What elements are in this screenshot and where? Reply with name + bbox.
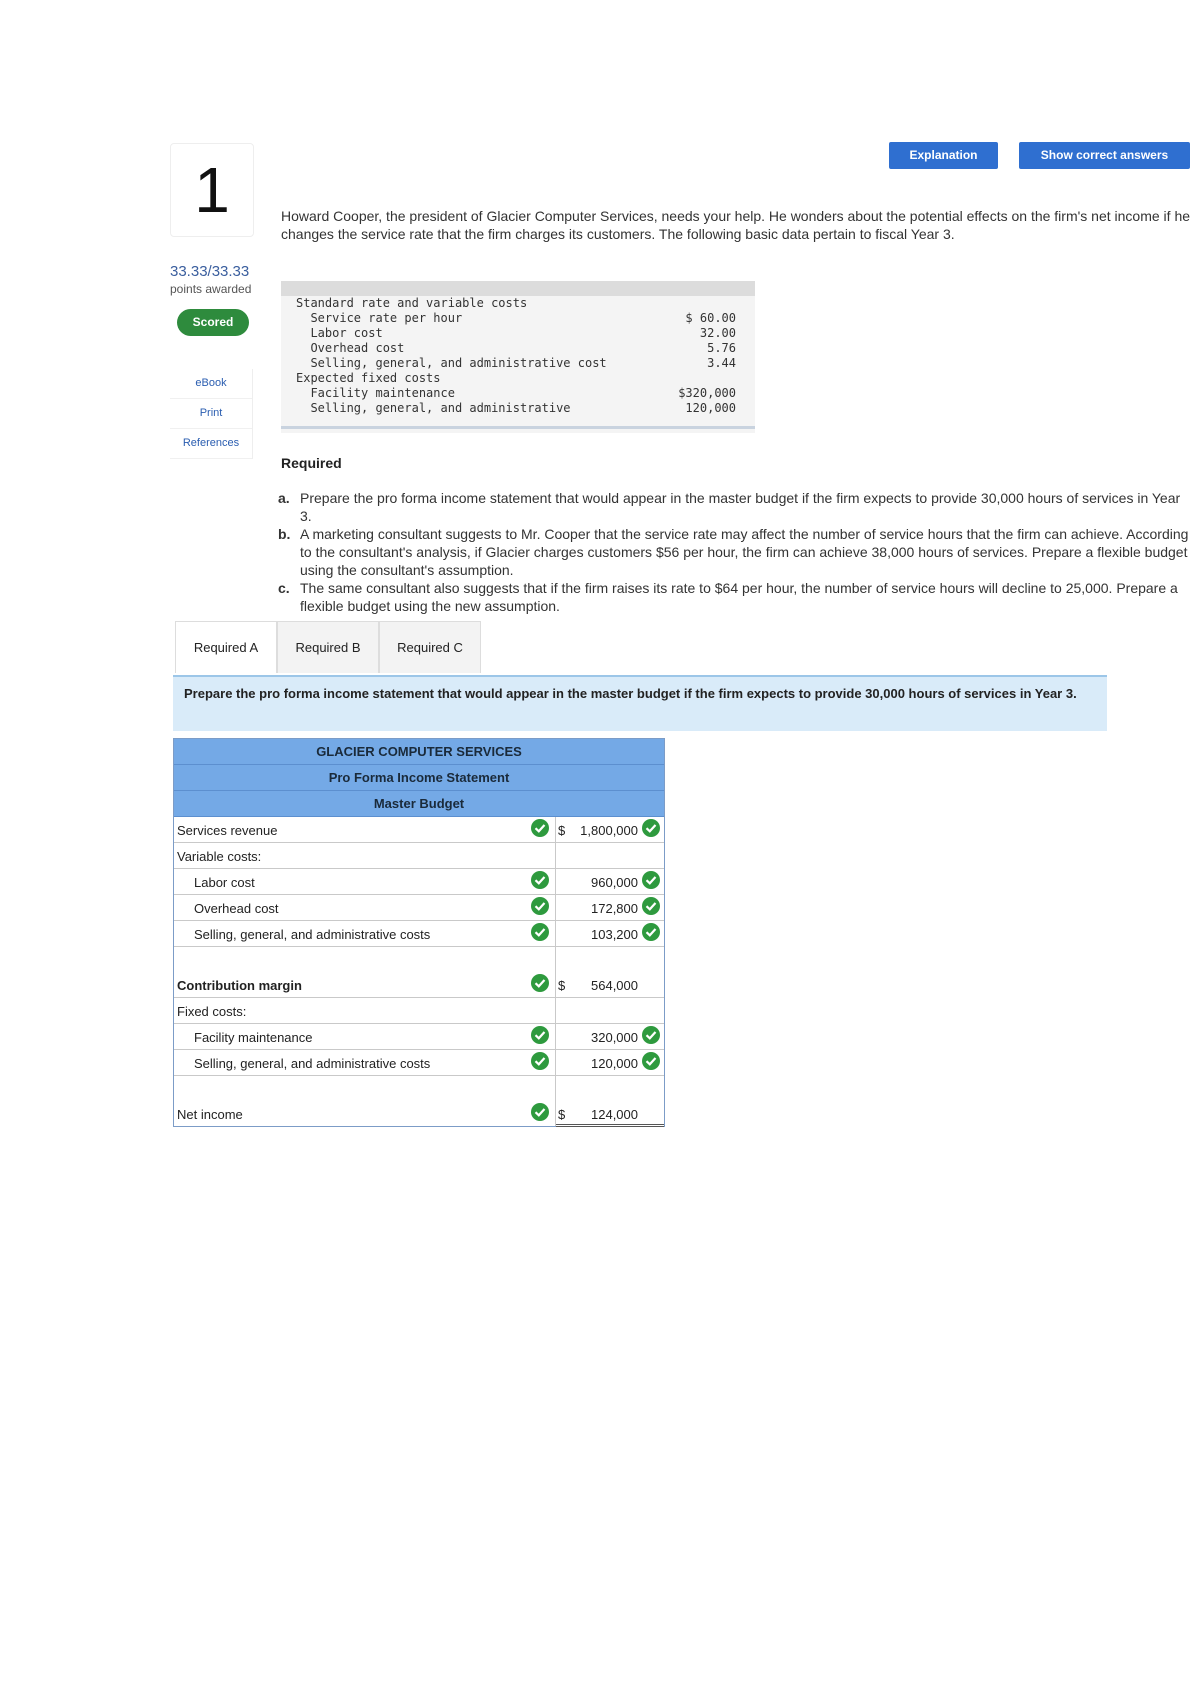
print-link[interactable]: Print bbox=[170, 399, 252, 429]
required-item-b: b. A marketing consultant suggests to Mr. Cooper that the service rate may affect the number of service hours that the firm can achieve. According to the consultant's analysis, if Glacier charges customers $56 per hour, the firm can achieve 38,000 hours of services. Prepare a flexible budget using the consultant's assumption. bbox=[278, 526, 1189, 578]
statement-title: Pro Forma Income Statement bbox=[174, 765, 664, 791]
amount-value: 564,000 bbox=[591, 978, 638, 993]
check-icon bbox=[642, 819, 660, 837]
question-intro: Howard Cooper, the president of Glacier Computer Services, needs your help. He wonders about the potential effects on the firm's net income if he changes the service rate that the firm charges its customers. The following basic data pertain to fiscal Year 3. bbox=[281, 208, 1191, 242]
table-row bbox=[174, 1076, 664, 1126]
points-label: points awarded bbox=[170, 282, 252, 296]
instruction-banner: Prepare the pro forma income statement that would appear in the master budget if the firm expects to provide 30,000 hours of services in Year 3. bbox=[173, 675, 1107, 731]
dollar-sign: $ bbox=[558, 823, 566, 838]
points-score: 33.33/33.33 bbox=[170, 263, 250, 280]
check-icon bbox=[531, 1103, 549, 1121]
check-icon bbox=[531, 974, 549, 992]
amount-input[interactable]: 120,000 bbox=[591, 1056, 638, 1071]
row-label[interactable]: Services revenue bbox=[177, 823, 278, 838]
check-icon bbox=[531, 923, 549, 941]
amount-value: 124,000 bbox=[591, 1107, 638, 1122]
row-label[interactable]: Labor cost bbox=[194, 875, 255, 890]
explanation-button[interactable]: Explanation bbox=[889, 142, 998, 169]
required-item-a: a. Prepare the pro forma income statement that would appear in the master budget if the firm expects to provide 30,000 hours of services in Year 3. bbox=[278, 490, 1181, 524]
side-links bbox=[170, 369, 253, 459]
question-number-box bbox=[170, 143, 254, 237]
table-row bbox=[174, 947, 664, 998]
amount-input[interactable]: 960,000 bbox=[591, 875, 638, 890]
table-row bbox=[174, 895, 664, 921]
row-label[interactable]: Selling, general, and administrative costs bbox=[194, 927, 431, 942]
data-row: Labor cost 32.00 bbox=[296, 326, 736, 340]
data-row: Overhead cost 5.76 bbox=[296, 341, 736, 355]
check-icon bbox=[531, 1052, 549, 1070]
statement-header bbox=[174, 739, 664, 817]
check-icon bbox=[642, 1052, 660, 1070]
row-label[interactable]: Selling, general, and administrative costs bbox=[194, 1056, 431, 1071]
row-label[interactable]: Fixed costs: bbox=[177, 1004, 247, 1019]
table-row bbox=[174, 998, 664, 1024]
data-table bbox=[281, 281, 755, 433]
required-item-c: c. The same consultant also suggests that if the firm raises its rate to $64 per hour, the number of service hours will decline to 25,000. Prepare a flexible budget using the new assumption. bbox=[278, 580, 1178, 614]
check-icon bbox=[531, 1026, 549, 1044]
check-icon bbox=[642, 871, 660, 889]
data-row: Selling, general, and administrative 120,000 bbox=[296, 401, 736, 415]
double-underline bbox=[556, 1124, 664, 1127]
required-heading: Required bbox=[281, 455, 342, 471]
amount-input[interactable]: 320,000 bbox=[591, 1030, 638, 1045]
row-label[interactable]: Overhead cost bbox=[194, 901, 279, 916]
scored-badge: Scored bbox=[177, 309, 249, 336]
income-statement-table bbox=[173, 738, 665, 1127]
row-label[interactable]: Net income bbox=[177, 1107, 243, 1122]
table-row bbox=[174, 843, 664, 869]
tab-required-c[interactable]: Required C bbox=[379, 621, 481, 673]
data-table-header bbox=[281, 281, 755, 296]
data-row: Service rate per hour $ 60.00 bbox=[296, 311, 736, 325]
row-label[interactable]: Facility maintenance bbox=[194, 1030, 313, 1045]
data-row: Facility maintenance $320,000 bbox=[296, 386, 736, 400]
dollar-sign: $ bbox=[558, 978, 566, 993]
statement-subtitle: Master Budget bbox=[174, 791, 664, 817]
row-label[interactable]: Variable costs: bbox=[177, 849, 262, 864]
tab-required-a[interactable]: Required A bbox=[175, 621, 277, 673]
ebook-link[interactable]: eBook bbox=[170, 369, 252, 399]
check-icon bbox=[531, 871, 549, 889]
check-icon bbox=[642, 923, 660, 941]
data-row: Selling, general, and administrative cost 3.44 bbox=[296, 356, 736, 370]
check-icon bbox=[531, 819, 549, 837]
tab-required-b[interactable]: Required B bbox=[277, 621, 379, 673]
question-number: 1 bbox=[194, 154, 230, 226]
amount-input[interactable]: 103,200 bbox=[591, 927, 638, 942]
data-row: Standard rate and variable costs bbox=[296, 296, 528, 310]
amount-input[interactable]: 172,800 bbox=[591, 901, 638, 916]
show-correct-answers-button[interactable]: Show correct answers bbox=[1019, 142, 1190, 169]
data-table-footer bbox=[281, 426, 755, 429]
data-row: Expected fixed costs bbox=[296, 371, 441, 385]
check-icon bbox=[642, 897, 660, 915]
amount-input[interactable]: 1,800,000 bbox=[580, 823, 638, 838]
company-name: GLACIER COMPUTER SERVICES bbox=[174, 739, 664, 765]
table-row bbox=[174, 921, 664, 947]
row-label[interactable]: Contribution margin bbox=[177, 978, 302, 993]
check-icon bbox=[531, 897, 549, 915]
dollar-sign: $ bbox=[558, 1107, 566, 1122]
table-row bbox=[174, 1024, 664, 1050]
table-row bbox=[174, 869, 664, 895]
required-list bbox=[278, 489, 1193, 615]
references-link[interactable]: References bbox=[170, 429, 252, 459]
table-row bbox=[174, 817, 664, 843]
table-row bbox=[174, 1050, 664, 1076]
check-icon bbox=[642, 1026, 660, 1044]
